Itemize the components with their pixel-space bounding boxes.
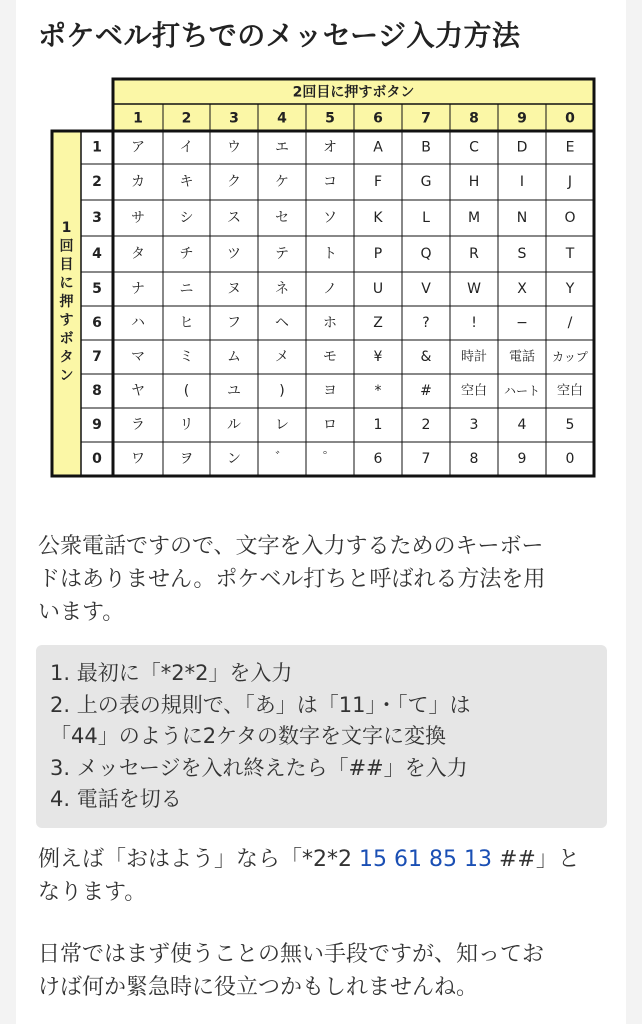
row-label: 6 — [92, 315, 102, 331]
table-cell: ケ — [275, 174, 289, 190]
table-cell: E — [565, 139, 575, 156]
table-cell: セ — [275, 210, 289, 226]
table-cell: G — [420, 174, 432, 190]
example-code: 15 61 85 13 — [359, 847, 492, 872]
table-cell: W — [467, 281, 481, 297]
intro-line: ドはありません。ポケベル打ちと呼ばれる方法を用 — [38, 567, 546, 592]
page-title: ポケベル打ちでのメッセージ入力方法 — [38, 19, 521, 52]
table-cell: R — [469, 246, 479, 262]
table-cell: U — [372, 281, 384, 297]
side-header-char: タ — [59, 349, 74, 366]
table-cell: ソ — [323, 210, 337, 226]
row-label: 7 — [92, 349, 102, 365]
table-cell: K — [373, 210, 383, 226]
example-paragraph — [38, 843, 603, 909]
step-item: 「44」のように2ケタの数字を文字に変換 — [50, 724, 447, 749]
table-cell: チ — [179, 246, 194, 262]
example-suffix: ##」と — [491, 847, 580, 872]
table-cell: イ — [179, 139, 194, 156]
table-cell: F — [373, 174, 383, 190]
closing-line: けば何か緊急時に役立つかもしれませんね。 — [38, 975, 479, 1000]
table-cell: ウ — [227, 139, 241, 156]
table-cell: Y — [565, 281, 575, 297]
column-label: 3 — [229, 110, 239, 127]
row-label: 3 — [92, 210, 102, 226]
row-label: 1 — [92, 139, 102, 156]
table-cell: ヨ — [323, 383, 337, 399]
column-label: 6 — [373, 110, 383, 127]
table-cell: & — [420, 349, 432, 365]
table-cell: J — [567, 174, 573, 190]
table-cell: ニ — [179, 281, 194, 297]
table-cell: ? — [422, 315, 430, 331]
table-cell: L — [422, 210, 430, 226]
table-cell: ハ — [131, 315, 145, 331]
table-cell: T — [565, 246, 575, 262]
table-cell: M — [467, 210, 481, 226]
table-cell: ゛ — [275, 451, 289, 467]
example-line-2: なります。 — [38, 880, 147, 905]
table-cell: A — [373, 139, 383, 156]
closing-line: 日常ではまず使うことの無い手段ですが、知ってお — [38, 942, 545, 967]
table-cell: ( — [183, 383, 190, 399]
table-cell: P — [373, 246, 383, 262]
table-cell: ノ — [323, 281, 337, 297]
table-cell: ア — [131, 139, 145, 156]
column-label: 2 — [181, 110, 192, 127]
intro-paragraph — [38, 530, 603, 629]
table-cell: ミ — [179, 349, 194, 365]
table-cell: ロ — [323, 417, 337, 433]
intro-line: います。 — [38, 600, 125, 625]
closing-paragraph — [38, 938, 603, 1004]
row-label: 9 — [92, 417, 102, 433]
table-cell: タ — [131, 246, 145, 262]
table-cell: ヌ — [227, 281, 241, 297]
table-cell: 6 — [373, 451, 383, 467]
table-cell: 9 — [517, 451, 527, 467]
table-cell: 空白 — [556, 383, 584, 399]
table-cell: V — [421, 281, 431, 297]
table-cell: 0 — [565, 451, 575, 467]
row-label: 8 — [92, 383, 102, 399]
side-header-char: 押 — [59, 294, 74, 310]
table-cell: フ — [227, 315, 241, 331]
top-header-label: 2回目に押すボタン — [292, 84, 415, 101]
steps-box — [36, 645, 607, 828]
table-cell: ラ — [131, 417, 145, 433]
table-cell: 4 — [517, 417, 527, 433]
table-cell: D — [516, 139, 528, 156]
column-label: 4 — [277, 110, 287, 127]
side-header-char: す — [59, 312, 74, 329]
table-cell: ハート — [503, 384, 541, 398]
example-prefix: 例えば「おはよう」なら「*2*2 — [38, 847, 359, 872]
table-cell: ¥ — [373, 349, 383, 365]
step-item: 2. 上の表の規則で、「あ」は「11」・「て」は — [50, 692, 471, 717]
table-cell: 空白 — [460, 383, 488, 399]
table-cell: ワ — [131, 451, 145, 467]
table-cell: 電話 — [508, 349, 536, 365]
pocketbell-table — [0, 0, 642, 490]
table-cell: マ — [131, 349, 145, 365]
table-cell: ム — [227, 349, 241, 365]
table-cell: 2 — [421, 417, 431, 433]
table-cell: ユ — [227, 383, 241, 399]
table-cell: コ — [323, 174, 337, 190]
side-header-char: 回 — [59, 238, 74, 255]
table-cell: 時計 — [460, 349, 488, 365]
column-label: 7 — [421, 110, 431, 127]
column-label: 0 — [565, 110, 575, 127]
table-cell: B — [421, 139, 431, 156]
table-cell: C — [469, 139, 479, 156]
intro-line: 公衆電話ですので、文字を入力するためのキーボー — [38, 534, 544, 559]
table-cell: 1 — [373, 417, 383, 433]
table-cell: レ — [275, 417, 289, 433]
table-cell: ス — [227, 210, 241, 226]
side-header-char: 1 — [61, 220, 72, 236]
table-cell: 3 — [469, 417, 479, 433]
table-cell: テ — [275, 246, 289, 262]
column-label: 5 — [325, 110, 335, 127]
row-label: 0 — [92, 451, 102, 467]
table-cell: ヲ — [179, 451, 194, 467]
table-cell: / — [567, 315, 573, 331]
row-label: 2 — [92, 174, 102, 190]
table-cell: オ — [323, 139, 337, 156]
side-header-char: ボ — [59, 331, 74, 347]
table-cell: * — [374, 383, 382, 399]
column-label: 8 — [469, 110, 479, 127]
table-cell: ヒ — [179, 315, 194, 331]
table-cell: モ — [323, 349, 337, 365]
table-cell: サ — [131, 210, 145, 226]
table-cell: ト — [323, 246, 337, 262]
row-label: 4 — [92, 246, 102, 262]
row-label: 5 — [92, 281, 102, 297]
side-header-char: ン — [59, 368, 74, 384]
table-cell: ゜ — [323, 451, 337, 467]
table-cell: − — [516, 315, 528, 331]
table-cell: ヤ — [131, 383, 145, 399]
column-label: 9 — [517, 110, 527, 127]
table-cell: カ — [131, 174, 145, 190]
table-cell: ホ — [323, 315, 337, 331]
table-cell: # — [420, 383, 432, 399]
table-cell: I — [519, 174, 525, 190]
table-cell: ネ — [275, 281, 289, 297]
table-cell: ン — [227, 451, 241, 467]
table-cell: N — [516, 210, 528, 226]
table-cell: 5 — [565, 417, 575, 433]
table-cell: ツ — [227, 246, 241, 262]
steps-list — [36, 645, 607, 816]
side-header-char: 目 — [59, 257, 74, 273]
table-cell: H — [468, 174, 480, 190]
table-cell: ) — [279, 383, 285, 399]
table-cell: カップ — [552, 350, 588, 364]
table-cell: メ — [275, 349, 289, 365]
table-cell: リ — [179, 417, 194, 433]
table-cell: ! — [471, 315, 477, 331]
side-header-char: に — [59, 275, 74, 292]
table-cell: Z — [373, 315, 383, 331]
column-label: 1 — [133, 110, 143, 127]
table-cell: エ — [275, 139, 289, 156]
example-line — [38, 843, 603, 876]
step-item: 1. 最初に「*2*2」を入力 — [50, 661, 293, 685]
table-cell: Q — [420, 246, 432, 262]
table-cell: X — [517, 281, 527, 297]
table-cell: S — [517, 246, 527, 262]
table-cell: ク — [227, 174, 241, 190]
table-cell: O — [564, 210, 576, 226]
step-item: 4. 電話を切る — [50, 787, 182, 812]
step-item: 3. メッセージを入れ終えたら「##」を入力 — [50, 755, 468, 780]
table-cell: キ — [179, 174, 194, 190]
table-cell: ナ — [131, 281, 145, 297]
table-cell: ヘ — [275, 315, 289, 331]
table-cell: シ — [179, 210, 194, 226]
table-cell: 7 — [421, 451, 431, 467]
table-cell: 8 — [469, 451, 479, 467]
table-cell: ル — [227, 417, 241, 433]
